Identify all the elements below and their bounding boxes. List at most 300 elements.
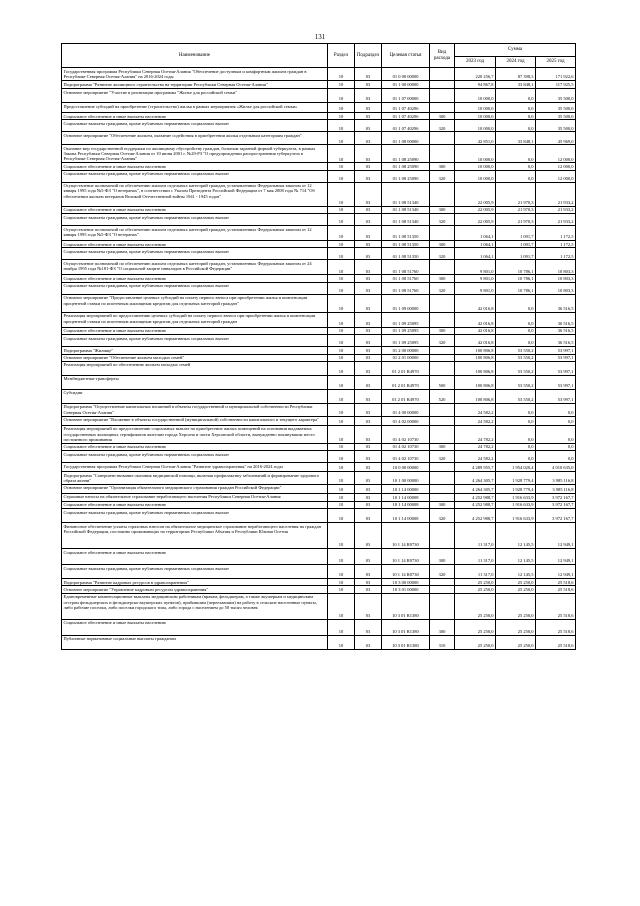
cell-2023: 1 064,1 [455,248,496,260]
cell-section: 10 [328,145,355,163]
cell-2023: 1 064,1 [455,241,496,248]
cell-subsection: 03 [355,619,382,635]
cell-expense-type [430,361,455,375]
cell-expense-type [430,312,455,327]
cell-expense-type: 520 [430,389,455,403]
cell-section: 10 [328,206,355,213]
cell-subsection: 03 [355,425,382,443]
cell-expense-type: 300 [430,549,455,565]
cell-section: 10 [328,120,355,132]
cell-expense-type [430,132,455,145]
cell-expense-type [430,182,455,206]
cell-2024: 33 848,1 [496,132,536,145]
cell-subsection: 03 [355,132,382,145]
table-row [62,586,576,593]
cell-2025: 3 972 167,7 [536,509,576,523]
cell-2023: 24 582,2 [455,403,496,416]
table-row [62,509,576,523]
cell-section: 10 [328,472,355,485]
cell-2025: 45 969,0 [536,132,576,145]
cell-name: Социальные выплаты гражданам, кроме публичных нормативных социальных выплат [62,120,328,132]
cell-name: Социальное обеспечение и иные выплаты населению [62,327,328,334]
cell-article: 01 1 08 51760 [382,282,430,294]
table-row [62,163,576,170]
cell-2023: 1 064,1 [455,226,496,241]
cell-expense-type: 300 [430,163,455,170]
table-row [62,226,576,241]
cell-2025: 3 985 116,8 [536,472,576,485]
table-row [62,347,576,354]
cell-subsection: 03 [355,523,382,549]
cell-section: 10 [328,375,355,389]
cell-2025: 21 933,2 [536,182,576,206]
cell-2024: 87 398,3 [496,68,536,81]
cell-name: Осуществление полномочий по обеспечению жильем отдельных категорий граждан, установленных Федеральным законом от 12 января 1995 года №5-ФЗ "О ветеранах", в соответствии с Указом Президента Российской Федерации от 7 мая 2008 года № 714 "Об обеспечении жильем ветеранов Великой Отечественной войны 1941 - 1945 годов" [62,182,328,206]
cell-subsection: 03 [355,103,382,113]
cell-2024: 53 550,2 [496,375,536,389]
cell-section: 10 [328,586,355,593]
cell-expense-type [430,103,455,113]
cell-2025: 1 172,5 [536,241,576,248]
cell-article: 10 3 01 R1380 [382,635,430,649]
cell-2024: 53 550,2 [496,354,536,361]
cell-2023: 10 000,0 [455,103,496,113]
cell-section: 10 [328,501,355,508]
cell-2025: 0,0 [536,416,576,425]
cell-2025: 117 925,5 [536,81,576,89]
cell-expense-type: 320 [430,565,455,579]
cell-2025: 36 516,5 [536,335,576,347]
table-row [62,463,576,472]
cell-expense-type: 500 [430,375,455,389]
cell-2024: 53 550,2 [496,389,536,403]
cell-name: Социальные выплаты гражданам, кроме публичных нормативных социальных выплат [62,335,328,347]
cell-2024: 10 786,1 [496,275,536,282]
cell-article: 10 3 01 R1380 [382,593,430,619]
table-row [62,579,576,586]
cell-expense-type [430,81,455,89]
cell-expense-type: 320 [430,451,455,463]
cell-expense-type: 300 [430,327,455,334]
cell-name: Социальное обеспечение и иные выплаты населению [62,501,328,508]
cell-subsection: 03 [355,145,382,163]
cell-subsection: 03 [355,163,382,170]
cell-2023: 10 000,0 [455,163,496,170]
cell-expense-type: 300 [430,113,455,120]
cell-subsection: 03 [355,206,382,213]
cell-section: 10 [328,425,355,443]
table-row [62,472,576,485]
cell-2025: 12 000,0 [536,163,576,170]
table-row [62,593,576,619]
table-row [62,327,576,334]
cell-2025: 53 997,1 [536,347,576,354]
cell-subsection: 03 [355,484,382,493]
cell-2025: 35 500,0 [536,113,576,120]
cell-2025: 3 972 167,7 [536,493,576,501]
cell-name: Подпрограмма "Совершенствование оказания медицинской помощи, включая профилактику заболеваний и формирование здорового образа жизни" [62,472,328,485]
cell-name: Основное мероприятие "Предоставление целевых субсидий на оплату первого взноса при приобретении жилья и компенсации процентной ставки по ипотечным жилищным кредитам для отдельных категорий граждан" [62,294,328,312]
cell-expense-type [430,260,455,275]
cell-section: 10 [328,312,355,327]
cell-article: 01 1 07 40296 [382,113,430,120]
cell-article: 01 2 01 00000 [382,354,430,361]
cell-article: 10 3 01 R1380 [382,619,430,635]
cell-subsection: 03 [355,472,382,485]
header-year-2024: 2024 год [496,57,536,68]
table-row [62,403,576,416]
cell-subsection: 03 [355,635,382,649]
cell-expense-type [430,145,455,163]
cell-name: Осуществление полномочий по обеспечению жильем отдельных категорий граждан, установленных Федеральным законом от 24 ноября 1995 года №181-ФЗ "О социальной защите инвалидов в Российской Федерации" [62,260,328,275]
cell-2025: 25 518,6 [536,579,576,586]
cell-2025: 35 500,0 [536,103,576,113]
cell-2024: 25 250,0 [496,593,536,619]
cell-2025: 53 997,1 [536,361,576,375]
cell-2025: 12 000,0 [536,170,576,182]
table-row [62,565,576,579]
cell-expense-type [430,68,455,81]
cell-2023: 24 582,2 [455,416,496,425]
cell-section: 10 [328,509,355,523]
cell-article: 10 1 14 00008 [382,493,430,501]
cell-2025: 12 000,0 [536,145,576,163]
cell-name: Подпрограмма "Осуществление капитальных вложений в объекты государственной и муниципальной собственности Республики Северная Осетия-Алания" [62,403,328,416]
cell-subsection: 03 [355,375,382,389]
cell-section: 10 [328,416,355,425]
cell-section: 10 [328,549,355,565]
cell-expense-type [430,294,455,312]
cell-2025: 25 518,6 [536,586,576,593]
cell-name: Публичные нормативные социальные выплаты гражданам [62,635,328,649]
cell-2023: 100 806,8 [455,389,496,403]
table-row [62,484,576,493]
table-row [62,248,576,260]
cell-2023: 42 851,0 [455,132,496,145]
cell-2025: 171 922,6 [536,68,576,81]
cell-2024: 1 928 779,4 [496,472,536,485]
cell-2024: 10 786,1 [496,282,536,294]
cell-2024: 12 145,5 [496,549,536,565]
cell-subsection: 03 [355,579,382,586]
cell-subsection: 03 [355,354,382,361]
cell-article: 10 1 14 R0730 [382,523,430,549]
cell-article: 01 1 08 51350 [382,226,430,241]
cell-name: Государственная программа Республики Северная Осетия-Алания "Обеспечение доступным и комфортным жильем граждан в Республике Северная Осетия-Алания" на 2016-2024 годы [62,68,328,81]
cell-2024: 25 250,0 [496,635,536,649]
cell-section: 10 [328,443,355,450]
cell-subsection: 03 [355,241,382,248]
budget-table [61,43,576,650]
cell-section: 10 [328,248,355,260]
cell-section: 10 [328,523,355,549]
table-row [62,132,576,145]
table-row [62,120,576,132]
cell-name: Реализация мероприятий по обеспечению жильем молодых семей [62,361,328,375]
cell-section: 10 [328,347,355,354]
cell-expense-type: 320 [430,248,455,260]
cell-2024: 25 250,0 [496,586,536,593]
table-row [62,170,576,182]
cell-subsection: 03 [355,260,382,275]
cell-2023: 24 782,2 [455,425,496,443]
cell-article: 01 2 01 R4970 [382,361,430,375]
cell-subsection: 03 [355,565,382,579]
header-name: Наименование [62,44,328,68]
cell-2024: 0,0 [496,451,536,463]
cell-expense-type [430,403,455,416]
cell-expense-type: 300 [430,501,455,508]
cell-2023: 42 016,8 [455,335,496,347]
cell-name: Социальное обеспечение и иные выплаты населению [62,206,328,213]
cell-subsection: 03 [355,327,382,334]
cell-2023: 94 867,8 [455,81,496,89]
cell-2023: 100 806,8 [455,354,496,361]
cell-2024: 53 550,2 [496,347,536,354]
cell-2024: 0,0 [496,89,536,103]
cell-2024: 1 928 779,4 [496,484,536,493]
cell-2023: 25 250,0 [455,579,496,586]
cell-article: 01 4 02 10730 [382,451,430,463]
table-row [62,241,576,248]
table-row [62,214,576,226]
cell-2024: 0,0 [496,163,536,170]
cell-section: 10 [328,275,355,282]
cell-2024: 0,0 [496,145,536,163]
cell-2025: 0,0 [536,443,576,450]
cell-2024: 21 970,3 [496,214,536,226]
table-row [62,206,576,213]
table-row [62,282,576,294]
header-expense-type: Вид расхода [430,44,455,68]
table-row [62,260,576,275]
cell-article: 01 1 08 51350 [382,241,430,248]
cell-2024: 0,0 [496,443,536,450]
table-row [62,354,576,361]
cell-expense-type [430,347,455,354]
cell-section: 10 [328,282,355,294]
cell-expense-type [430,586,455,593]
table-row [62,451,576,463]
table-row [62,549,576,565]
cell-expense-type [430,579,455,586]
cell-section: 10 [328,214,355,226]
cell-2024: 0,0 [496,335,536,347]
cell-name: Социальное обеспечение и иные выплаты населению [62,549,328,565]
cell-subsection: 03 [355,586,382,593]
cell-2023: 22 005,9 [455,214,496,226]
cell-2023: 9 801,0 [455,275,496,282]
cell-subsection: 03 [355,403,382,416]
cell-article: 01 1 09 25095 [382,312,430,327]
cell-article: 01 4 02 10730 [382,443,430,450]
cell-2025: 53 997,1 [536,375,576,389]
cell-2025: 36 516,5 [536,294,576,312]
table-row [62,375,576,389]
cell-subsection: 03 [355,493,382,501]
cell-article: 01 0 00 00000 [382,68,430,81]
cell-2023: 42 016,8 [455,294,496,312]
cell-2023: 24 582,2 [455,451,496,463]
cell-section: 10 [328,103,355,113]
cell-2025: 12 949,1 [536,523,576,549]
table-row [62,416,576,425]
cell-2024: 1 916 633,9 [496,493,536,501]
table-row [62,182,576,206]
cell-expense-type: 320 [430,214,455,226]
cell-expense-type [430,593,455,619]
cell-section: 10 [328,361,355,375]
cell-expense-type [430,89,455,103]
cell-expense-type: 300 [430,206,455,213]
cell-2025: 10 803,3 [536,275,576,282]
cell-2025: 53 997,1 [536,354,576,361]
cell-section: 10 [328,182,355,206]
cell-expense-type: 300 [430,619,455,635]
cell-name: Предоставление субсидий на приобретение (строительство) жилья в рамках мероприятия «Жилье для российской семьи» [62,103,328,113]
cell-article: 01 1 07 40296 [382,120,430,132]
cell-subsection: 03 [355,335,382,347]
cell-section: 10 [328,635,355,649]
cell-article: 01 2 00 00000 [382,347,430,354]
cell-expense-type [430,416,455,425]
cell-expense-type: 300 [430,443,455,450]
cell-expense-type: 320 [430,509,455,523]
cell-name: Социальные выплаты гражданам, кроме публичных нормативных социальных выплат [62,214,328,226]
cell-2023: 11 317,0 [455,523,496,549]
cell-2025: 0,0 [536,451,576,463]
cell-subsection: 03 [355,389,382,403]
cell-2023: 100 806,8 [455,361,496,375]
header-subsection: Подраздел [355,44,382,68]
cell-2023: 22 005,9 [455,182,496,206]
cell-name: Межбюджетные трансферты [62,375,328,389]
cell-name: Социальные выплаты гражданам, кроме публичных нормативных социальных выплат [62,248,328,260]
cell-subsection: 03 [355,463,382,472]
cell-section: 10 [328,389,355,403]
cell-name: Основное мероприятие "Вложение в объекты государственной (муниципальной) собственности капитального и текущего характера" [62,416,328,425]
cell-name: Социальное обеспечение и иные выплаты населению [62,241,328,248]
cell-subsection: 03 [355,593,382,619]
cell-section: 10 [328,294,355,312]
cell-2025: 36 516,5 [536,327,576,334]
cell-expense-type: 320 [430,120,455,132]
cell-article: 01 1 09 25095 [382,327,430,334]
cell-subsection: 03 [355,416,382,425]
cell-2025: 53 997,1 [536,389,576,403]
cell-section: 10 [328,593,355,619]
cell-subsection: 03 [355,81,382,89]
cell-name: Подпрограмма "Развитие кадровых ресурсов в здравоохранении" [62,579,328,586]
cell-subsection: 03 [355,549,382,565]
cell-2024: 0,0 [496,416,536,425]
cell-name: Социальное обеспечение и иные выплаты населению [62,113,328,120]
cell-subsection: 03 [355,501,382,508]
cell-article: 01 4 00 00000 [382,403,430,416]
cell-section: 10 [328,565,355,579]
cell-2023: 25 250,0 [455,586,496,593]
cell-article: 10 3 01 00000 [382,586,430,593]
cell-subsection: 03 [355,294,382,312]
cell-subsection: 03 [355,170,382,182]
cell-2024: 0,0 [496,403,536,416]
cell-name: Основное мероприятие "Организация обязательного медицинского страхования граждан Российской Федерации" [62,484,328,493]
cell-article: 10 1 14 R0730 [382,565,430,579]
cell-2024: 25 250,0 [496,619,536,635]
table-row [62,89,576,103]
cell-subsection: 03 [355,113,382,120]
cell-2023: 11 317,0 [455,565,496,579]
cell-name: Социальные выплаты гражданам, кроме публичных нормативных социальных выплат [62,451,328,463]
cell-2025: 25 518,6 [536,619,576,635]
cell-subsection: 03 [355,275,382,282]
cell-name: Страховые взносы на обязательное страхование неработающего населения Республики Северная Осетия-Алания [62,493,328,501]
cell-2024: 12 145,5 [496,565,536,579]
cell-section: 10 [328,451,355,463]
cell-2025: 21 933,2 [536,214,576,226]
cell-2024: 1 916 633,9 [496,509,536,523]
cell-expense-type: 320 [430,170,455,182]
cell-2024: 0,0 [496,327,536,334]
cell-section: 10 [328,354,355,361]
cell-name: Основное мероприятие "Обеспечение жильем молодых семей" [62,354,328,361]
table-row [62,312,576,327]
cell-2024: 0,0 [496,113,536,120]
cell-name: Социальное обеспечение и иные выплаты населению [62,619,328,635]
cell-section: 10 [328,170,355,182]
cell-article: 10 1 14 00008 [382,509,430,523]
cell-2024: 21 970,3 [496,206,536,213]
cell-expense-type: 300 [430,241,455,248]
cell-2025: 25 518,6 [536,635,576,649]
cell-2025: 12 949,1 [536,565,576,579]
cell-name: Социальные выплаты гражданам, кроме публичных нормативных социальных выплат [62,565,328,579]
cell-2023: 10 000,0 [455,120,496,132]
cell-subsection: 03 [355,312,382,327]
budget-table-container [61,43,575,650]
cell-2024: 1 091,7 [496,248,536,260]
header-article: Целевая статья [382,44,430,68]
cell-name: Осуществление полномочий по обеспечению жильем отдельных категорий граждан, установленных Федеральным законом от 12 января 1995 года №5-ФЗ "О ветеранах" [62,226,328,241]
cell-section: 10 [328,89,355,103]
header-year-2025: 2025 год [536,57,576,68]
cell-2024: 25 250,0 [496,579,536,586]
cell-expense-type [430,226,455,241]
cell-article: 10 3 00 00000 [382,579,430,586]
cell-name: Подпрограмма "Жилище" [62,347,328,354]
cell-name: Подпрограмма "Развитие жилищного строительства на территории Республики Северная Осетия-Алания" [62,81,328,89]
cell-name: Социальные выплаты гражданам, кроме публичных нормативных социальных выплат [62,509,328,523]
cell-article: 01 1 08 25090 [382,145,430,163]
cell-2023: 10 000,0 [455,113,496,120]
cell-name: Основное мероприятие "Обеспечение жильем, оказание содействия в приобретении жилья отдельным категориям граждан" [62,132,328,145]
cell-subsection: 03 [355,248,382,260]
cell-article: 01 1 08 51760 [382,275,430,282]
table-row [62,619,576,635]
cell-subsection: 03 [355,120,382,132]
cell-name: Субсидии [62,389,328,403]
table-row [62,275,576,282]
table-row [62,501,576,508]
cell-article: 01 2 01 R4970 [382,389,430,403]
cell-article: 01 1 08 51340 [382,214,430,226]
cell-article: 10 1 14 00000 [382,484,430,493]
cell-article: 01 4 02 10730 [382,425,430,443]
cell-2024: 1 091,7 [496,241,536,248]
cell-section: 10 [328,132,355,145]
cell-2025: 1 172,5 [536,226,576,241]
table-row [62,68,576,81]
